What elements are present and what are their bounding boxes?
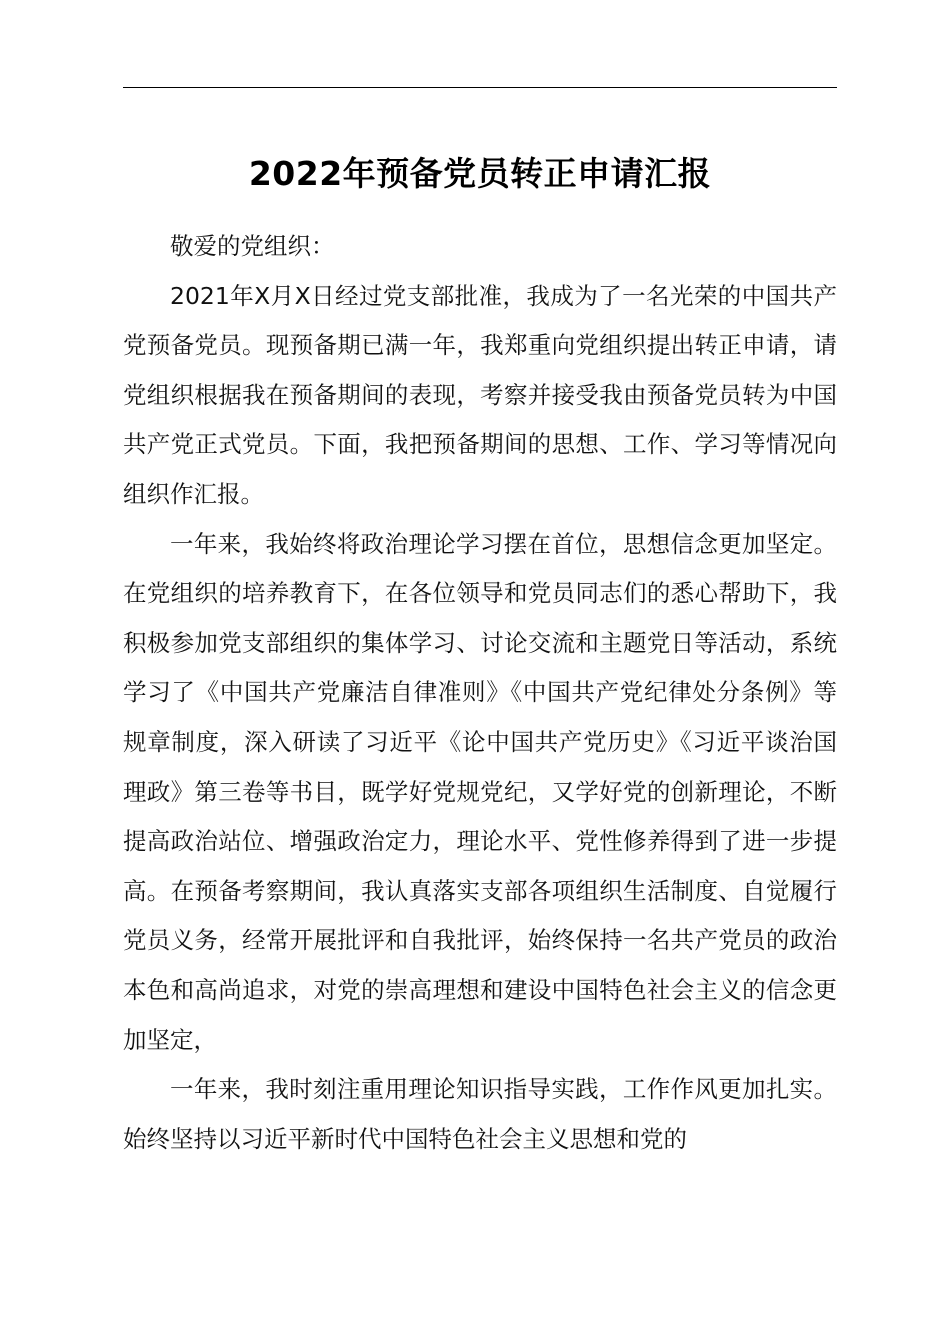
paragraph-work-practice: 一年来，我时刻注重用理论知识指导实践，工作作风更加扎实。始终坚持以习近平新时代中国特色社会主义思想和党的 (123, 1075, 837, 1153)
header-rule (123, 87, 837, 88)
paragraph-probation-intro: 2021年X月X日经过党支部批准，我成为了一名光荣的中国共产党预备党员。现预备期已满一年，我郑重向党组织提出转正申请，请党组织根据我在预备期间的表现，考察并接受我由预备党员转为中国共产党正式党员。下面，我把预备期间的思想、工作、学习等情况向组织作汇报。 (123, 281, 837, 508)
document-title: 2022年预备党员转正申请汇报 (248, 154, 712, 193)
paragraph-political-study: 一年来，我始终将政治理论学习摆在首位，思想信念更加坚定。在党组织的培养教育下，在各位领导和党员同志们的悉心帮助下，我积极参加党支部组织的集体学习、讨论交流和主题党日等活动，系统学习了《中国共产党廉洁自律准则》《中国共产党纪律处分条例》等规章制度，深入研读了习近平《论中国共产党历史》《习近平谈治国理政》第三卷等书目，既学好党规党纪，又学好党的创新理论，不断提高政治站位、增强政治定力，理论水平、党性修养得到了进一步提高。在预备考察期间，我认真落实支部各项组织生活制度、自觉履行党员义务，经常开展批评和自我批评，始终保持一名共产党员的政治本色和高尚追求，对党的崇高理想和建设中国特色社会主义的信念更加坚定， (123, 529, 837, 1054)
document-body (123, 222, 837, 1164)
salutation: 敬爱的党组织： (170, 232, 335, 260)
